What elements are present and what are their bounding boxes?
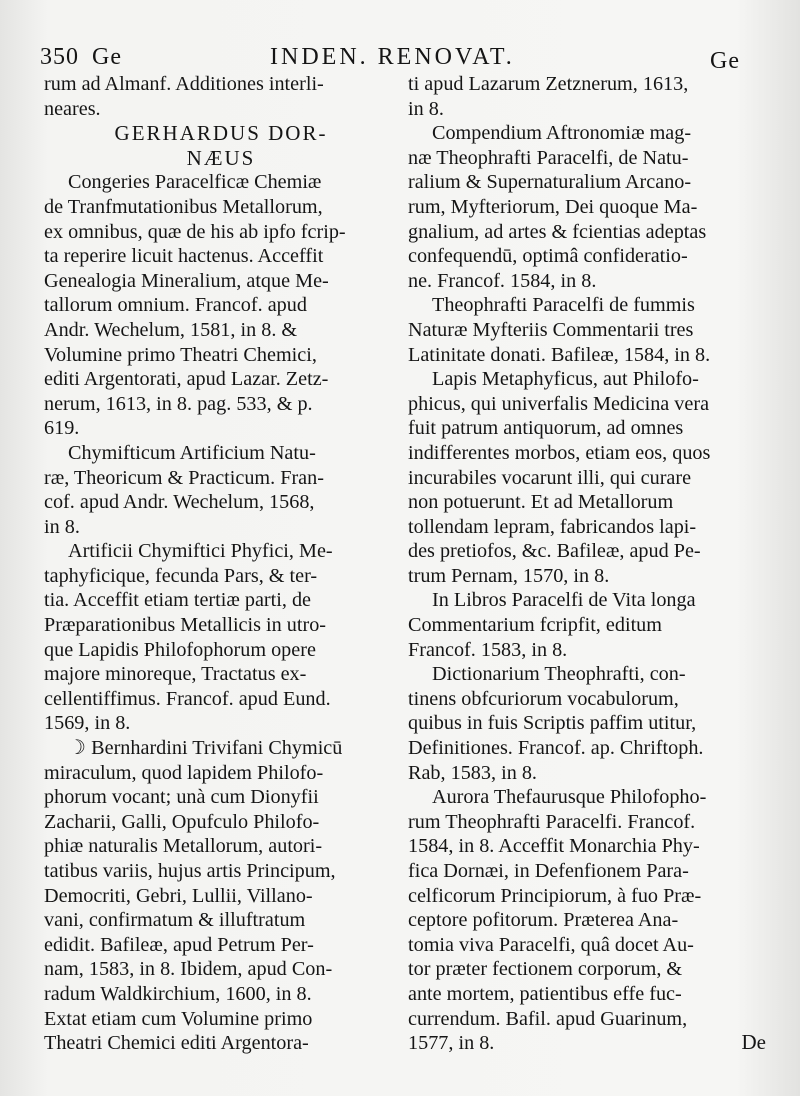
text-line: Democriti, Gebri, Lullii, Villano- bbox=[44, 884, 313, 907]
text-line: Volumine primo Theatri Chemici, bbox=[44, 343, 317, 366]
text-line: Genealogia Mineralium, atque Me- bbox=[44, 269, 329, 292]
text-line: 1577, in 8. bbox=[408, 1032, 495, 1055]
text-line: ex omnibus, quæ de his ab ipfo fcrip- bbox=[44, 220, 346, 243]
text-line: 619. bbox=[44, 417, 80, 440]
text-line: næ Theophrafti Paracelfi, de Natu- bbox=[408, 146, 689, 169]
text-line: taphyficique, fecunda Pars, & ter- bbox=[44, 564, 318, 587]
running-header bbox=[40, 44, 740, 74]
text-line: non potuerunt. Et ad Metallorum bbox=[408, 491, 674, 514]
text-line: rum ad Almanf. Additiones interli- bbox=[44, 73, 324, 95]
text-line: cof. apud Andr. Wechelum, 1568, bbox=[44, 491, 315, 514]
text-line: gnalium, ad artes & fcientias adeptas bbox=[408, 220, 707, 243]
text-line: Chymifticum Artificium Natu- bbox=[68, 441, 316, 464]
header-right-mark: Ge bbox=[710, 48, 740, 74]
text-line: Compendium Aftronomiæ mag- bbox=[432, 122, 692, 145]
text-line: majore minoreque, Tractatus ex- bbox=[44, 663, 307, 686]
text-line: tollendam lepram, fabricandos lapi- bbox=[408, 515, 697, 538]
text-line: Theatri Chemici editi Argentora- bbox=[44, 1032, 309, 1055]
entry-heading-line: GERHARDUS DOR- bbox=[114, 121, 328, 146]
entry-heading-line: NÆUS bbox=[186, 145, 256, 170]
text-line: fica Dornæi, in Defenfionem Para- bbox=[408, 860, 689, 882]
text-line: Aurora Thefaurusque Philofopho- bbox=[432, 786, 707, 809]
text-line: Extat etiam cum Volumine primo bbox=[44, 1007, 313, 1030]
left-column bbox=[44, 72, 398, 1056]
text-line: Latinitate donati. Bafileæ, 1584, in 8. bbox=[408, 343, 711, 366]
text-line: phorum vocant; unà cum Dionyfii bbox=[44, 786, 319, 809]
text-line: nam, 1583, in 8. Ibidem, apud Con- bbox=[44, 958, 333, 981]
text-line: cellentiffimus. Francof. apud Eund. bbox=[44, 687, 331, 710]
text-line: nerum, 1613, in 8. pag. 533, & p. bbox=[44, 392, 313, 415]
text-line: tor præter fectionem corporum, & bbox=[408, 958, 683, 981]
text-line: ralium & Supernaturalium Arcano- bbox=[408, 171, 692, 194]
text-line: neares. bbox=[44, 97, 101, 120]
text-line: Commentarium fcripfit, editum bbox=[408, 614, 662, 637]
text-line: Theophrafti Paracelfi de fummis bbox=[432, 294, 695, 317]
text-line: quibus in fuis Scriptis paffim utitur, bbox=[408, 712, 697, 735]
header-title: INDEN. RENOVAT. bbox=[270, 44, 515, 70]
page-number: 350 bbox=[40, 44, 79, 70]
text-line: ante mortem, patientibus effe fuc- bbox=[408, 982, 682, 1005]
right-column bbox=[408, 72, 766, 1056]
text-line: que Lapidis Philofophorum opere bbox=[44, 638, 316, 661]
text-line: ræ, Theoricum & Practicum. Fran- bbox=[44, 466, 324, 489]
text-line: ta reperire licuit hactenus. Acceffit bbox=[44, 245, 324, 268]
page-number-and-mark bbox=[40, 44, 122, 71]
text-line: tinens obfcuriorum vocabulorum, bbox=[408, 687, 679, 710]
text-line: indifferentes morbos, etiam eos, quos bbox=[408, 441, 711, 464]
text-line: Lapis Metaphyficus, aut Philofo- bbox=[432, 368, 699, 391]
text-line: fuit patrum antiquorum, ad omnes bbox=[408, 417, 684, 440]
text-line: phicus, qui univerfalis Medicina vera bbox=[408, 392, 710, 415]
text-line: Artificii Chymiftici Phyfici, Me- bbox=[68, 540, 333, 563]
text-line: Andr. Wechelum, 1581, in 8. & bbox=[44, 318, 298, 341]
text-line: tatibus variis, hujus artis Principum, bbox=[44, 860, 336, 882]
text-line: 1569, in 8. bbox=[44, 712, 131, 735]
text-line: Congeries Paracelficæ Chemiæ bbox=[68, 171, 322, 194]
text-line: celficorum Principiorum, à fuo Præ- bbox=[408, 884, 702, 907]
text-line: ti apud Lazarum Zetznerum, 1613, bbox=[408, 73, 689, 95]
text-line: Definitiones. Francof. ap. Chriftoph. bbox=[408, 737, 704, 760]
text-line: Rab, 1583, in 8. bbox=[408, 761, 537, 784]
text-line: tia. Acceffit etiam tertiæ parti, de bbox=[44, 589, 312, 612]
text-line: in 8. bbox=[408, 97, 444, 120]
text-line: ne. Francof. 1584, in 8. bbox=[408, 269, 597, 292]
text-line: confequendū, optimâ confideratio- bbox=[408, 245, 688, 268]
text-line: trum Pernam, 1570, in 8. bbox=[408, 564, 610, 587]
text-line: de Tranfmutationibus Metallorum, bbox=[44, 195, 323, 218]
text-line: 1584, in 8. Acceffit Monarchia Phy- bbox=[408, 835, 700, 858]
catchword: De bbox=[741, 1030, 766, 1054]
text-line: rum, Myfteriorum, Dei quoque Ma- bbox=[408, 195, 698, 218]
text-line: In Libros Paracelfi de Vita longa bbox=[432, 589, 696, 612]
text-line: tallorum omnium. Francof. apud bbox=[44, 294, 307, 317]
text-line: tomia viva Paracelfi, quâ docet Au- bbox=[408, 933, 694, 956]
text-line: ☽ Bernhardini Trivifani Chymicū bbox=[68, 737, 343, 760]
text-line: rum Theophrafti Paracelfi. Francof. bbox=[408, 810, 696, 833]
header-left-mark: Ge bbox=[92, 44, 122, 70]
text-line: edidit. Bafileæ, apud Petrum Per- bbox=[44, 933, 314, 956]
text-line: Francof. 1583, in 8. bbox=[408, 638, 568, 661]
text-line: Naturæ Myfteriis Commentarii tres bbox=[408, 318, 694, 341]
text-line: miraculum, quod lapidem Philofo- bbox=[44, 761, 324, 784]
text-line: radum Waldkirchium, 1600, in 8. bbox=[44, 982, 312, 1005]
text-line: ceptore pofitorum. Præterea Ana- bbox=[408, 909, 679, 932]
text-line: phiæ naturalis Metallorum, autori- bbox=[44, 835, 323, 858]
text-line: vani, confirmatum & illuftratum bbox=[44, 909, 306, 932]
text-line: in 8. bbox=[44, 515, 80, 538]
text-line: des pretiofos, &c. Bafileæ, apud Pe- bbox=[408, 540, 701, 563]
text-line: Præparationibus Metallicis in utro- bbox=[44, 614, 327, 637]
text-line: Dictionarium Theophrafti, con- bbox=[432, 663, 686, 686]
text-line: currendum. Bafil. apud Guarinum, bbox=[408, 1007, 688, 1030]
text-line: Zacharii, Galli, Opufculo Philofo- bbox=[44, 810, 320, 833]
text-line: editi Argentorati, apud Lazar. Zetz- bbox=[44, 368, 329, 391]
text-line: incurabiles vocarunt illi, qui curare bbox=[408, 466, 692, 489]
